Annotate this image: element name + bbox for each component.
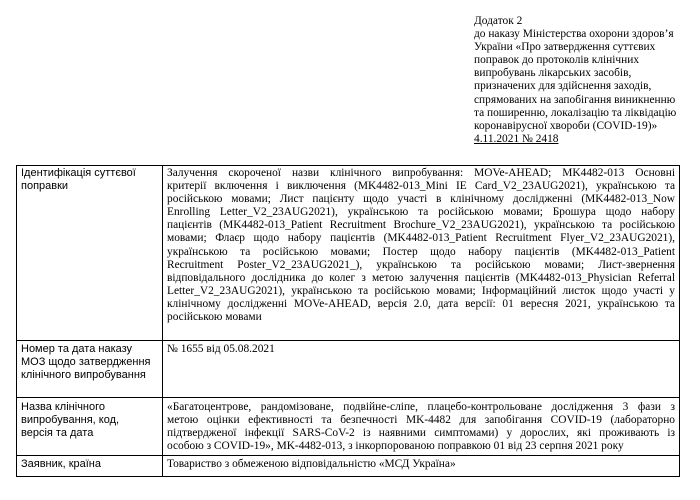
trial-title-label: [17, 398, 163, 456]
value-line: Enrolling Letter_V2_23AUG2021), українською та російською мовами; Брошура щодо набору: [167, 206, 675, 219]
value-line: Товариство з обмеженою відповідальністю «МСД Україна»: [167, 458, 456, 470]
label-line: клінічного випробування: [21, 369, 146, 382]
amendment-info-table: [16, 165, 680, 477]
moz-order-value: [163, 341, 680, 398]
annex-header: [474, 15, 696, 146]
value-line: пацієнтів (MK4482-013_Patient Recruitment Brochure_V2_23AUG2021), українською та російською: [167, 219, 675, 232]
label-line: Ідентифікація суттєвої: [21, 167, 136, 179]
value-line: українською та російською мовами; Постер щодо набору пацієнтів (MK4482-013_Patient: [167, 245, 675, 258]
label-line: версія та дата: [21, 427, 94, 440]
annex-header-line: України «Про затвердження суттєвих: [474, 41, 656, 54]
value-line: російською мовами: [167, 311, 262, 324]
label-line: Заявник, країна: [21, 458, 102, 470]
amendment-identification-label: [17, 166, 163, 341]
value-line: № 1655 від 05.08.2021: [167, 343, 275, 355]
label-line: випробування, код,: [21, 414, 120, 427]
annex-header-line: Додаток 2: [474, 15, 523, 27]
annex-header-line: спрямованих на запобігання виникненню: [474, 93, 676, 106]
value-line: Letter_V2_23AUG2021), українською та російською мовами; Інформаційний листок щодо участі у: [167, 284, 675, 297]
applicant-label: [17, 456, 163, 477]
table-row: [17, 456, 680, 477]
label-line: поправки: [21, 180, 69, 193]
label-line: Назва клінічного: [21, 401, 106, 413]
table-row: [17, 398, 680, 456]
value-line: «Багатоцентрове, рандомізоване, подвійне-сліпе, плацебо-контрольоване дослідження 3 фази з: [167, 401, 675, 413]
value-line: клінічному дослідженні MOVe-AHEAD, версія 2.0, дата версії: 01 вересня 2021, українською та: [167, 297, 675, 310]
annex-header-line: поправок до протоколів клінічних: [474, 54, 640, 67]
value-line: Recruitment Poster_V2_23AUG2021_), українською та російською мовами; Лист-звернення: [167, 258, 675, 271]
annex-header-line: випробувань лікарських засобів,: [474, 67, 632, 80]
annex-header-line: коронавірусної хвороби (COVID-19)»: [474, 119, 658, 132]
value-line: мовами; Флаєр щодо набору пацієнтів (MK4482-013_Patient Recruitment Flyer_V2_23AUG2021),: [167, 232, 675, 245]
value-line: Залучення скороченої назви клінічного випробування: MOVe-AHEAD; MK4482-013 Основні: [167, 167, 675, 179]
applicant-value: [163, 456, 680, 477]
value-line: метою оцінки ефективності та безпечності MK-4482 для запобігання COVID-19 (лабораторно: [167, 414, 675, 427]
table-row: [17, 341, 680, 398]
order-reference: 4.11.2021 № 2418: [474, 132, 559, 145]
annex-header-line: до наказу Міністерства охорони здоров’я: [474, 28, 674, 41]
table-row: [17, 166, 680, 341]
value-line: особою з COVID-19», MK-4482-013, з інкорпорованою поправкою 01 від 23 серпня 2021 року: [167, 440, 624, 453]
moz-order-label: [17, 341, 163, 398]
value-line: відповідального дослідника до колег з метою залучення пацієнтів (MK4482-013_Physician Referral: [167, 271, 675, 284]
trial-title-value: [163, 398, 680, 456]
annex-header-line: призначених для здійснення заходів,: [474, 80, 652, 93]
value-line: російською мовами; Лист пацієнту щодо участі в клінічному дослідженні (MK4482-013_Now: [167, 193, 675, 206]
value-line: критерії включення і виключення (MK4482-013_Mini IE Card_V2_23AUG2021), українською та: [167, 180, 675, 193]
amendment-identification-value: [163, 166, 680, 341]
value-line: підтвердженої інфекції SARS-CoV-2 із наявними симптомами) у дорослих, які проживають із: [167, 427, 675, 440]
label-line: МОЗ щодо затвердження: [21, 356, 151, 369]
annex-header-line: та поширенню, локалізацію та ліквідацію: [474, 106, 677, 119]
label-line: Номер та дата наказу: [21, 343, 133, 355]
